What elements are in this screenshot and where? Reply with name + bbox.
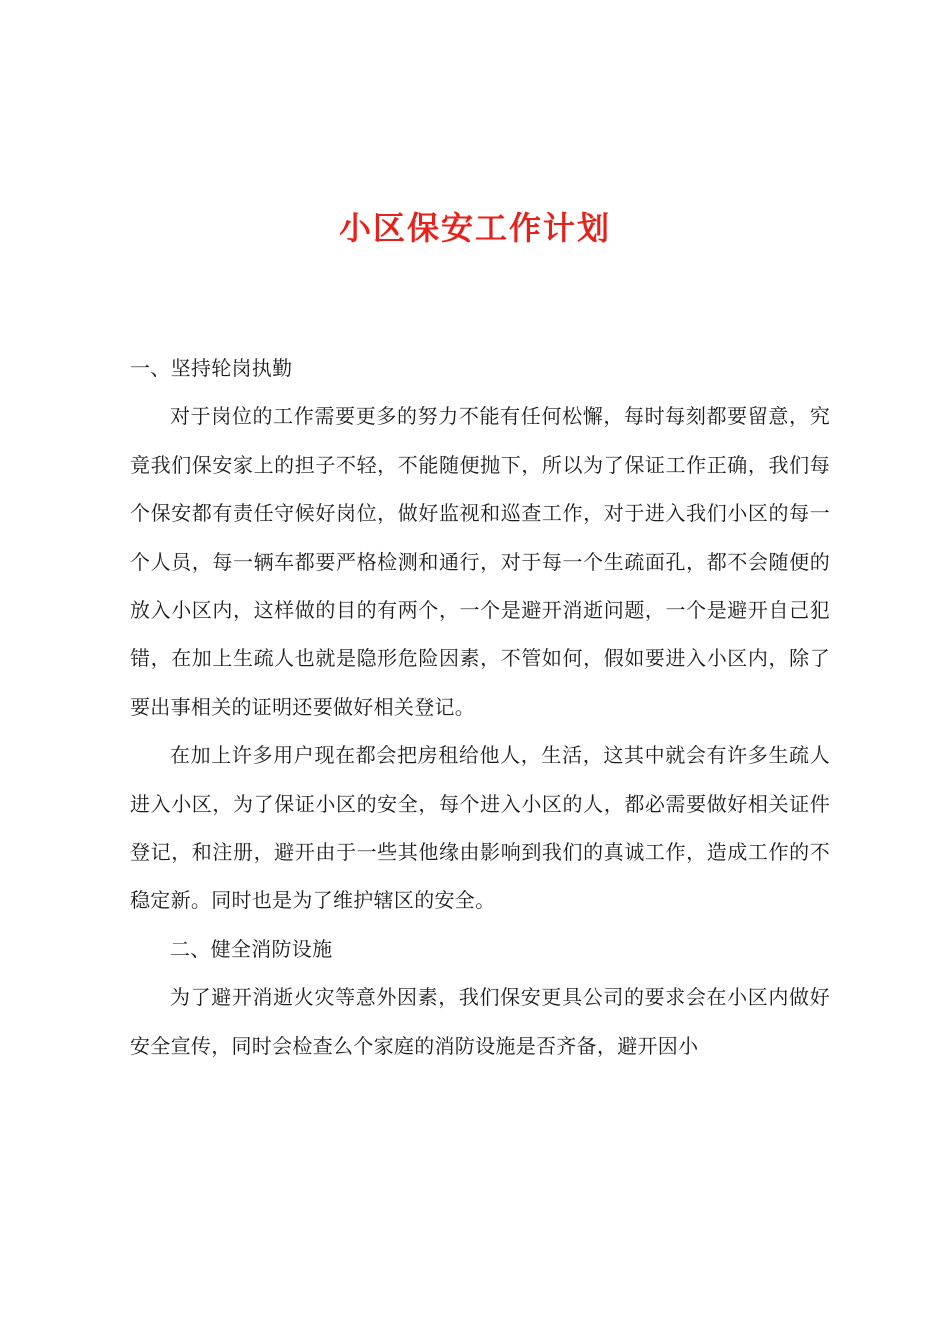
document-body	[130, 344, 830, 1070]
paragraph-2: 在加上许多用户现在都会把房租给他人，生活，这其中就会有许多生疏人进入小区，为了保证小区的安全，每个进入小区的人，都必需要做好相关证件登记，和注册，避开由于一些其他缘由影响到我们的真诚工作，造成工作的不稳定新。同时也是为了维护辖区的安全。	[130, 743, 830, 913]
paragraph-1: 对于岗位的工作需要更多的努力不能有任何松懈，每时每刻都要留意，究竟我们保安家上的担子不轻，不能随便抛下，所以为了保证工作正确，我们每个保安都有责任守候好岗位，做好监视和巡查工作，对于进入我们小区的每一个人员，每一辆车都要严格检测和通行，对于每一个生疏面孔，都不会随便的放入小区内，这样做的目的有两个，一个是避开消逝问题，一个是避开自己犯错，在加上生疏人也就是隐形危险因素，不管如何，假如要进入小区内，除了要出事相关的证明还要做好相关登记。	[130, 404, 830, 719]
document-title: 小区保安工作计划	[338, 209, 611, 247]
section-heading-2: 二、健全消防设施	[170, 936, 333, 961]
section-heading-1: 一、坚持轮岗执勤	[130, 356, 293, 380]
paragraph-3: 为了避开消逝火灾等意外因素，我们保安更具公司的要求会在小区内做好安全宣传，同时会检查么个家庭的消防设施是否齐备，避开因小	[130, 985, 830, 1058]
